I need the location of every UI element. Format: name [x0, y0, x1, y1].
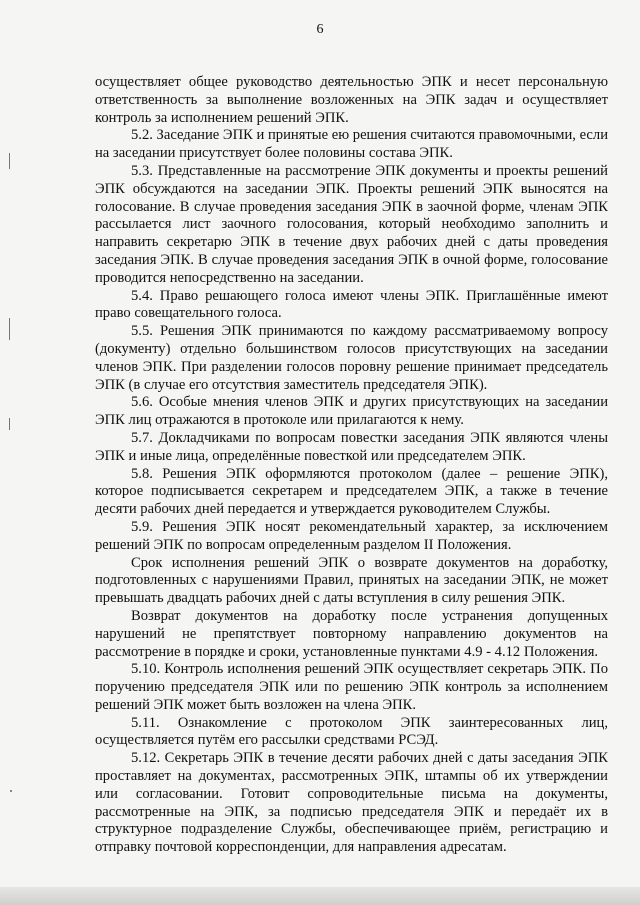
paragraph-5-10: 5.10. Контроль исполнения решений ЭПК осуществляет секретарь ЭПК. По поручению председателя ЭПК или по решению ЭПК контроль за исполнением решений ЭПК может быть возложен на члена ЭПК.: [95, 661, 608, 713]
paragraph-return: Возврат документов на доработку после устранения допущенных нарушений не препятствует повторному направлению документов на рассмотрение в порядке и сроки, установленные пунктами 4.9 - 4.12 Положения.: [95, 607, 608, 660]
scan-edge: [0, 887, 640, 905]
document-body: [95, 74, 608, 857]
paragraph-5-3: 5.3. Представленные на рассмотрение ЭПК документы и проекты решений ЭПК обсуждаются на заседании ЭПК. Проекты решений ЭПК выносятся на голосование. В случае проведения заседания ЭПК в заочной форме, членам ЭПК рассылается лист заочного голосования, который необходимо заполнить и направить секретарю ЭПК в течение двух рабочих дней с даты проведения заседания ЭПК. В случае проведения заседания ЭПК в очной форме, голосование проводится непосредственно на заседании.: [95, 162, 608, 286]
paragraph-5-2: 5.2. Заседание ЭПК и принятые ею решения считаются правомочными, если на заседании присутствует более половины состава ЭПК.: [95, 127, 608, 162]
paragraph-5-5: 5.5. Решения ЭПК принимаются по каждому рассматриваемому вопросу (документу) отдельно большинством голосов присутствующих на заседании членов ЭПК. При разделении голосов поровну решение принимает председатель ЭПК (в случае его отсутствия заместитель председателя ЭПК).: [95, 323, 608, 393]
scan-mark: [9, 153, 10, 169]
page-number: 6: [316, 22, 324, 37]
paragraph-5-11: 5.11. Ознакомление с протоколом ЭПК заинтересованных лиц, осуществляется путём его рассылки средствами РСЭД.: [95, 714, 608, 749]
paragraph-5-7: 5.7. Докладчиками по вопросам повестки заседания ЭПК являются члены ЭПК и иные лица, определённые повесткой или председателем ЭПК.: [95, 429, 608, 464]
paragraph-5-9: 5.9. Решения ЭПК носят рекомендательный характер, за исключением решений ЭПК по вопросам определенным разделом II Положения.: [95, 518, 608, 553]
scan-mark: [9, 418, 10, 430]
paragraph-5-6: 5.6. Особые мнения членов ЭПК и других присутствующих на заседании ЭПК лиц отражаются в протоколе или прилагаются к нему.: [95, 394, 608, 429]
scan-dot: [10, 790, 12, 792]
scan-mark: [9, 318, 10, 340]
paragraph-5-8: 5.8. Решения ЭПК оформляются протоколом (далее – решение ЭПК), которое подписывается секретарем и председателем ЭПК, а также в течение десяти рабочих дней передается и утверждается руководителем Службы.: [95, 465, 608, 518]
paragraph-intro: осуществляет общее руководство деятельностью ЭПК и несет персональную ответственность за выполнение возложенных на ЭПК задач и осуществляет контроль за исполнением решений ЭПК.: [95, 74, 608, 126]
paragraph-5-4: 5.4. Право решающего голоса имеют члены ЭПК. Приглашённые имеют право совещательного голоса.: [95, 287, 608, 322]
paragraph-5-12: 5.12. Секретарь ЭПК в течение десяти рабочих дней с даты заседания ЭПК проставляет на документах, рассмотренных ЭПК, штампы об их утверждении или согласовании. Готовит сопроводительные письма на документы, рассмотренные на ЭПК, за подписью председателя ЭПК и передаёт их в структурное подразделение Службы, обеспечивающее приём, регистрацию и отправку почтовой корреспонденции, для направления адресатам.: [95, 750, 608, 856]
paragraph-deadline: Срок исполнения решений ЭПК о возврате документов на доработку, подготовленных с нарушениями Правил, принятых на заседании ЭПК, не может превышать двадцать рабочих дней с даты вступления в силу решения ЭПК.: [95, 554, 608, 607]
